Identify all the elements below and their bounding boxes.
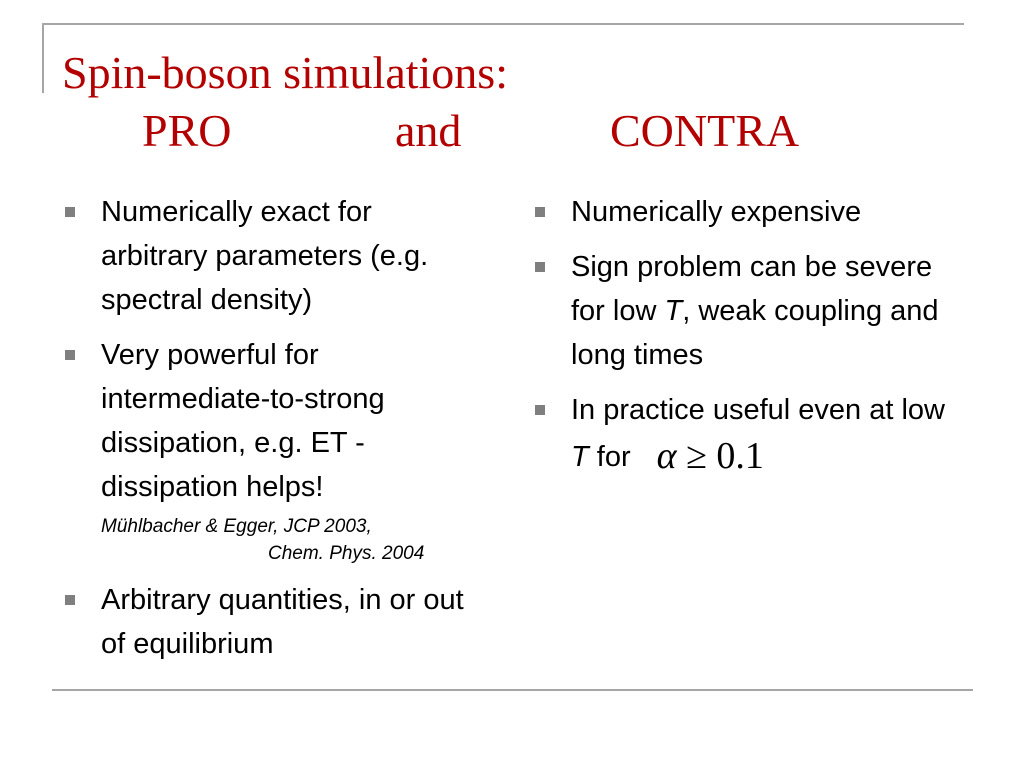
reference-line-1: Mühlbacher & Egger, JCP 2003,: [101, 516, 372, 537]
pro-bullet-2: [60, 333, 480, 567]
contra-bullet-1: [530, 190, 970, 234]
pro-bullet-1: [60, 190, 480, 322]
pro-bullet-2-text: Very powerful for intermediate-to-strong dissipation, e.g. ET - dissipation helps!: [101, 339, 385, 503]
alpha-inequality-formula: [657, 435, 764, 477]
pro-bullet-3: [60, 578, 480, 666]
bullet-square-icon: [65, 595, 75, 605]
title-line-2: [62, 102, 800, 160]
bullet-square-icon: [535, 207, 545, 217]
contra-bullet-3-text-a: In practice useful even at low: [571, 394, 945, 426]
title-pro: PRO: [142, 105, 232, 156]
temperature-symbol: T: [664, 295, 683, 327]
bullet-square-icon: [535, 405, 545, 415]
reference-line-2: Chem. Phys. 2004: [268, 543, 425, 564]
inequality-value: ≥ 0.1: [676, 435, 764, 477]
frame-top-line: [42, 23, 964, 25]
pro-bullet-3-text: Arbitrary quantities, in or out of equilibrium: [101, 584, 464, 660]
bullet-square-icon: [65, 350, 75, 360]
contra-bullet-2-text-b: , weak coupling and long times: [571, 295, 939, 371]
title-line-1: Spin-boson simulations:: [62, 47, 508, 98]
reference-citation: [101, 513, 480, 567]
pro-bullet-1-text: Numerically exact for arbitrary parameters (e.g. spectral density): [101, 196, 429, 316]
bullet-square-icon: [535, 262, 545, 272]
contra-bullet-2: [530, 245, 970, 377]
title-and: and: [395, 105, 462, 156]
contra-bullet-1-text: Numerically expensive: [571, 196, 862, 228]
contra-bullet-3-text-b: for: [588, 441, 631, 473]
bullet-square-icon: [65, 207, 75, 217]
frame-bottom-line: [52, 689, 973, 691]
slide-title: [62, 44, 800, 160]
title-contra: CONTRA: [610, 105, 800, 156]
temperature-symbol: T: [571, 441, 589, 473]
pro-column: [60, 190, 480, 677]
contra-bullet-2-text-a: Sign problem can be severe for low: [571, 251, 933, 327]
contra-bullet-3: [530, 388, 970, 479]
alpha-symbol: α: [656, 435, 677, 477]
contra-column: [530, 190, 970, 490]
frame-left-line: [42, 23, 44, 93]
